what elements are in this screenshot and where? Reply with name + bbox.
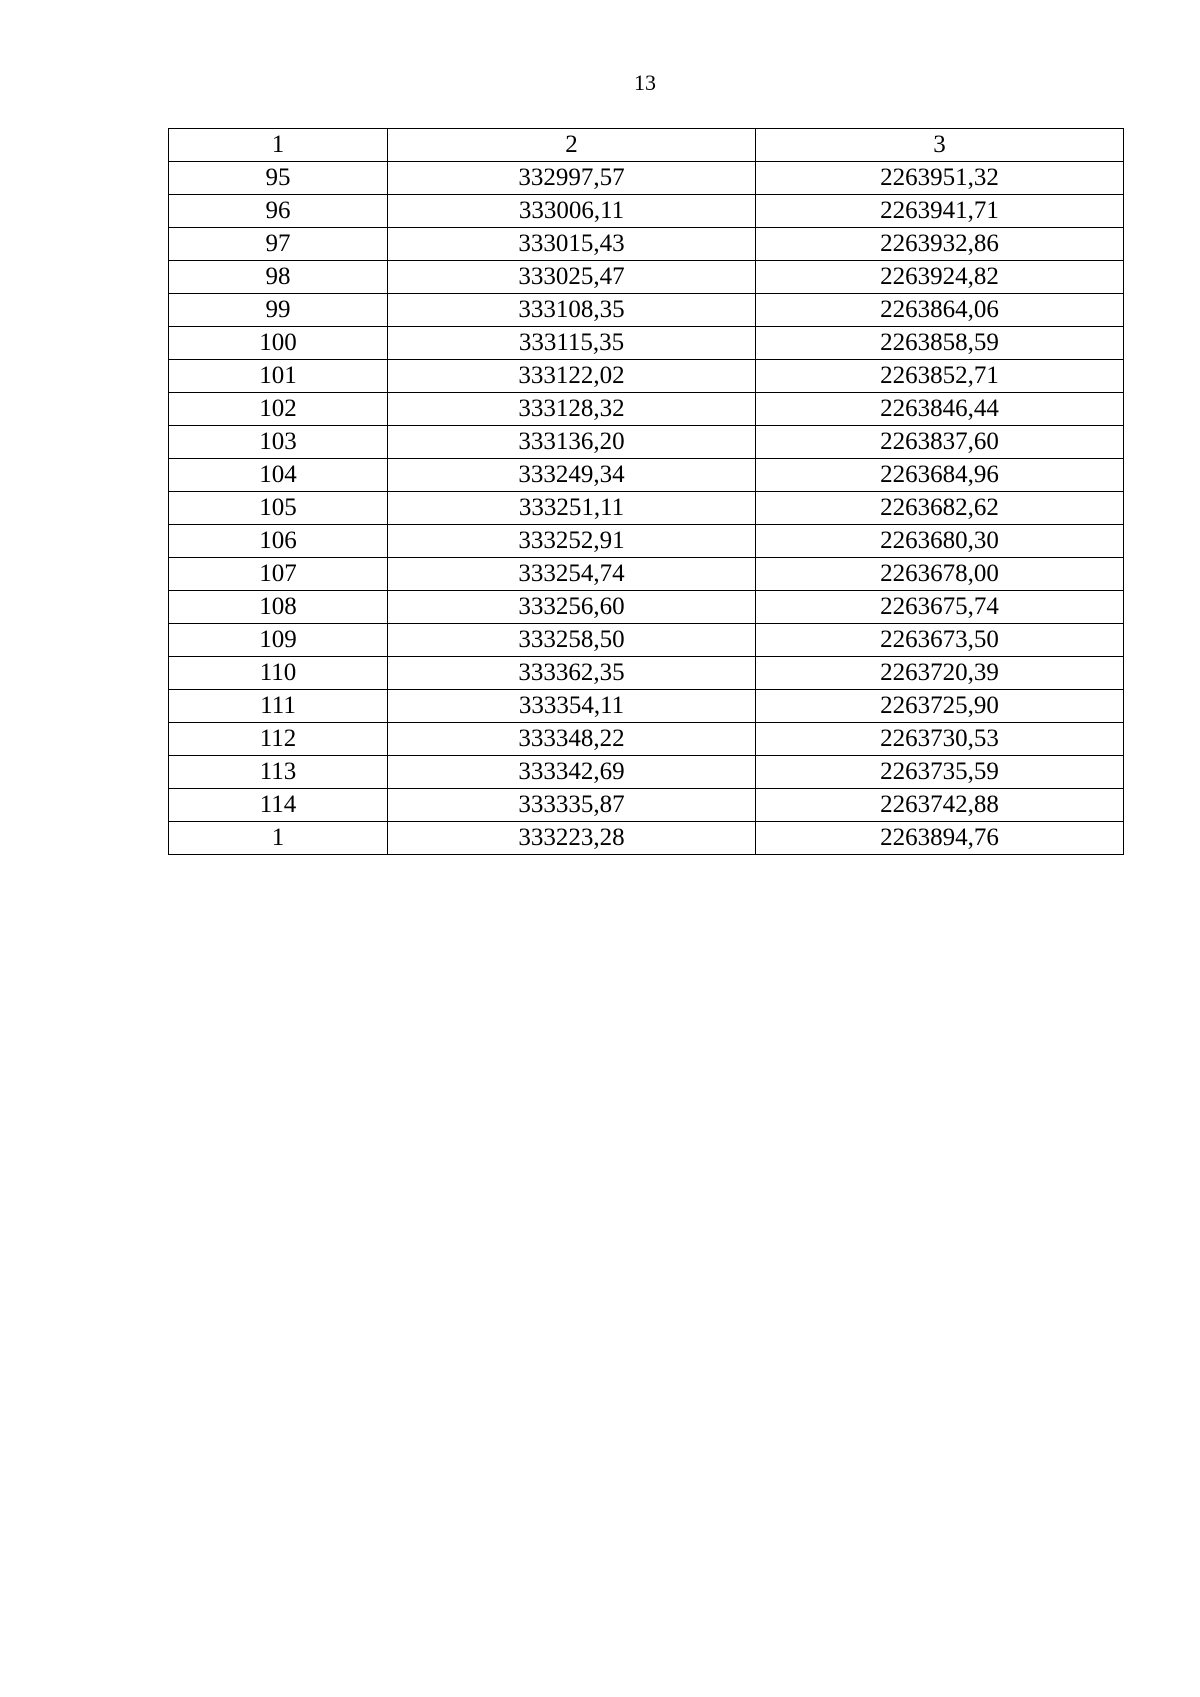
table-row bbox=[169, 789, 1124, 822]
y-coordinate-cell: 2263852,71 bbox=[756, 360, 1124, 393]
point-number-cell: 113 bbox=[169, 756, 388, 789]
x-coordinate-cell: 333362,35 bbox=[388, 657, 756, 690]
point-number-cell: 103 bbox=[169, 426, 388, 459]
point-number-cell: 111 bbox=[169, 690, 388, 723]
y-coordinate-cell: 2263673,50 bbox=[756, 624, 1124, 657]
table-row bbox=[169, 492, 1124, 525]
point-number-cell: 97 bbox=[169, 228, 388, 261]
y-coordinate-cell: 2263924,82 bbox=[756, 261, 1124, 294]
y-coordinate-cell: 2263735,59 bbox=[756, 756, 1124, 789]
x-coordinate-cell: 333258,50 bbox=[388, 624, 756, 657]
y-coordinate-cell: 2263680,30 bbox=[756, 525, 1124, 558]
point-number-cell: 102 bbox=[169, 393, 388, 426]
table-row bbox=[169, 459, 1124, 492]
point-number-cell: 108 bbox=[169, 591, 388, 624]
y-coordinate-cell: 2263941,71 bbox=[756, 195, 1124, 228]
y-coordinate-cell: 2263725,90 bbox=[756, 690, 1124, 723]
y-coordinate-cell: 2263682,62 bbox=[756, 492, 1124, 525]
point-number-cell: 107 bbox=[169, 558, 388, 591]
table-row bbox=[169, 195, 1124, 228]
table-header bbox=[169, 129, 1124, 162]
y-coordinate-cell: 2263894,76 bbox=[756, 822, 1124, 855]
coordinates-table bbox=[168, 128, 1124, 855]
x-coordinate-cell: 333108,35 bbox=[388, 294, 756, 327]
point-number-cell: 1 bbox=[169, 822, 388, 855]
table-row bbox=[169, 228, 1124, 261]
table-row bbox=[169, 690, 1124, 723]
header-cell-y: 3 bbox=[756, 129, 1124, 162]
point-number-cell: 105 bbox=[169, 492, 388, 525]
x-coordinate-cell: 332997,57 bbox=[388, 162, 756, 195]
x-coordinate-cell: 333252,91 bbox=[388, 525, 756, 558]
point-number-cell: 110 bbox=[169, 657, 388, 690]
x-coordinate-cell: 333254,74 bbox=[388, 558, 756, 591]
point-number-cell: 95 bbox=[169, 162, 388, 195]
y-coordinate-cell: 2263742,88 bbox=[756, 789, 1124, 822]
y-coordinate-cell: 2263951,32 bbox=[756, 162, 1124, 195]
header-cell-point: 1 bbox=[169, 129, 388, 162]
header-cell-x: 2 bbox=[388, 129, 756, 162]
x-coordinate-cell: 333015,43 bbox=[388, 228, 756, 261]
x-coordinate-cell: 333342,69 bbox=[388, 756, 756, 789]
y-coordinate-cell: 2263675,74 bbox=[756, 591, 1124, 624]
x-coordinate-cell: 333348,22 bbox=[388, 723, 756, 756]
table-row bbox=[169, 294, 1124, 327]
point-number-cell: 101 bbox=[169, 360, 388, 393]
table-row bbox=[169, 591, 1124, 624]
point-number-cell: 99 bbox=[169, 294, 388, 327]
x-coordinate-cell: 333251,11 bbox=[388, 492, 756, 525]
table-row bbox=[169, 525, 1124, 558]
x-coordinate-cell: 333115,35 bbox=[388, 327, 756, 360]
x-coordinate-cell: 333354,11 bbox=[388, 690, 756, 723]
point-number-cell: 114 bbox=[169, 789, 388, 822]
table-row bbox=[169, 426, 1124, 459]
table-row bbox=[169, 393, 1124, 426]
y-coordinate-cell: 2263720,39 bbox=[756, 657, 1124, 690]
table-row bbox=[169, 558, 1124, 591]
point-number-cell: 98 bbox=[169, 261, 388, 294]
y-coordinate-cell: 2263932,86 bbox=[756, 228, 1124, 261]
x-coordinate-cell: 333256,60 bbox=[388, 591, 756, 624]
x-coordinate-cell: 333025,47 bbox=[388, 261, 756, 294]
point-number-cell: 112 bbox=[169, 723, 388, 756]
x-coordinate-cell: 333128,32 bbox=[388, 393, 756, 426]
y-coordinate-cell: 2263730,53 bbox=[756, 723, 1124, 756]
table-row bbox=[169, 162, 1124, 195]
table-row bbox=[169, 723, 1124, 756]
x-coordinate-cell: 333006,11 bbox=[388, 195, 756, 228]
x-coordinate-cell: 333249,34 bbox=[388, 459, 756, 492]
table-body bbox=[169, 162, 1124, 855]
table-row bbox=[169, 327, 1124, 360]
y-coordinate-cell: 2263846,44 bbox=[756, 393, 1124, 426]
x-coordinate-cell: 333136,20 bbox=[388, 426, 756, 459]
y-coordinate-cell: 2263858,59 bbox=[756, 327, 1124, 360]
y-coordinate-cell: 2263678,00 bbox=[756, 558, 1124, 591]
point-number-cell: 106 bbox=[169, 525, 388, 558]
table-header-row bbox=[169, 129, 1124, 162]
table-row bbox=[169, 657, 1124, 690]
y-coordinate-cell: 2263837,60 bbox=[756, 426, 1124, 459]
y-coordinate-cell: 2263684,96 bbox=[756, 459, 1124, 492]
x-coordinate-cell: 333335,87 bbox=[388, 789, 756, 822]
page-number: 13 bbox=[634, 70, 656, 95]
table-row bbox=[169, 261, 1124, 294]
point-number-cell: 104 bbox=[169, 459, 388, 492]
x-coordinate-cell: 333223,28 bbox=[388, 822, 756, 855]
table-row bbox=[169, 360, 1124, 393]
table-row bbox=[169, 624, 1124, 657]
point-number-cell: 100 bbox=[169, 327, 388, 360]
x-coordinate-cell: 333122,02 bbox=[388, 360, 756, 393]
y-coordinate-cell: 2263864,06 bbox=[756, 294, 1124, 327]
point-number-cell: 96 bbox=[169, 195, 388, 228]
table-row bbox=[169, 756, 1124, 789]
table-row bbox=[169, 822, 1124, 855]
point-number-cell: 109 bbox=[169, 624, 388, 657]
